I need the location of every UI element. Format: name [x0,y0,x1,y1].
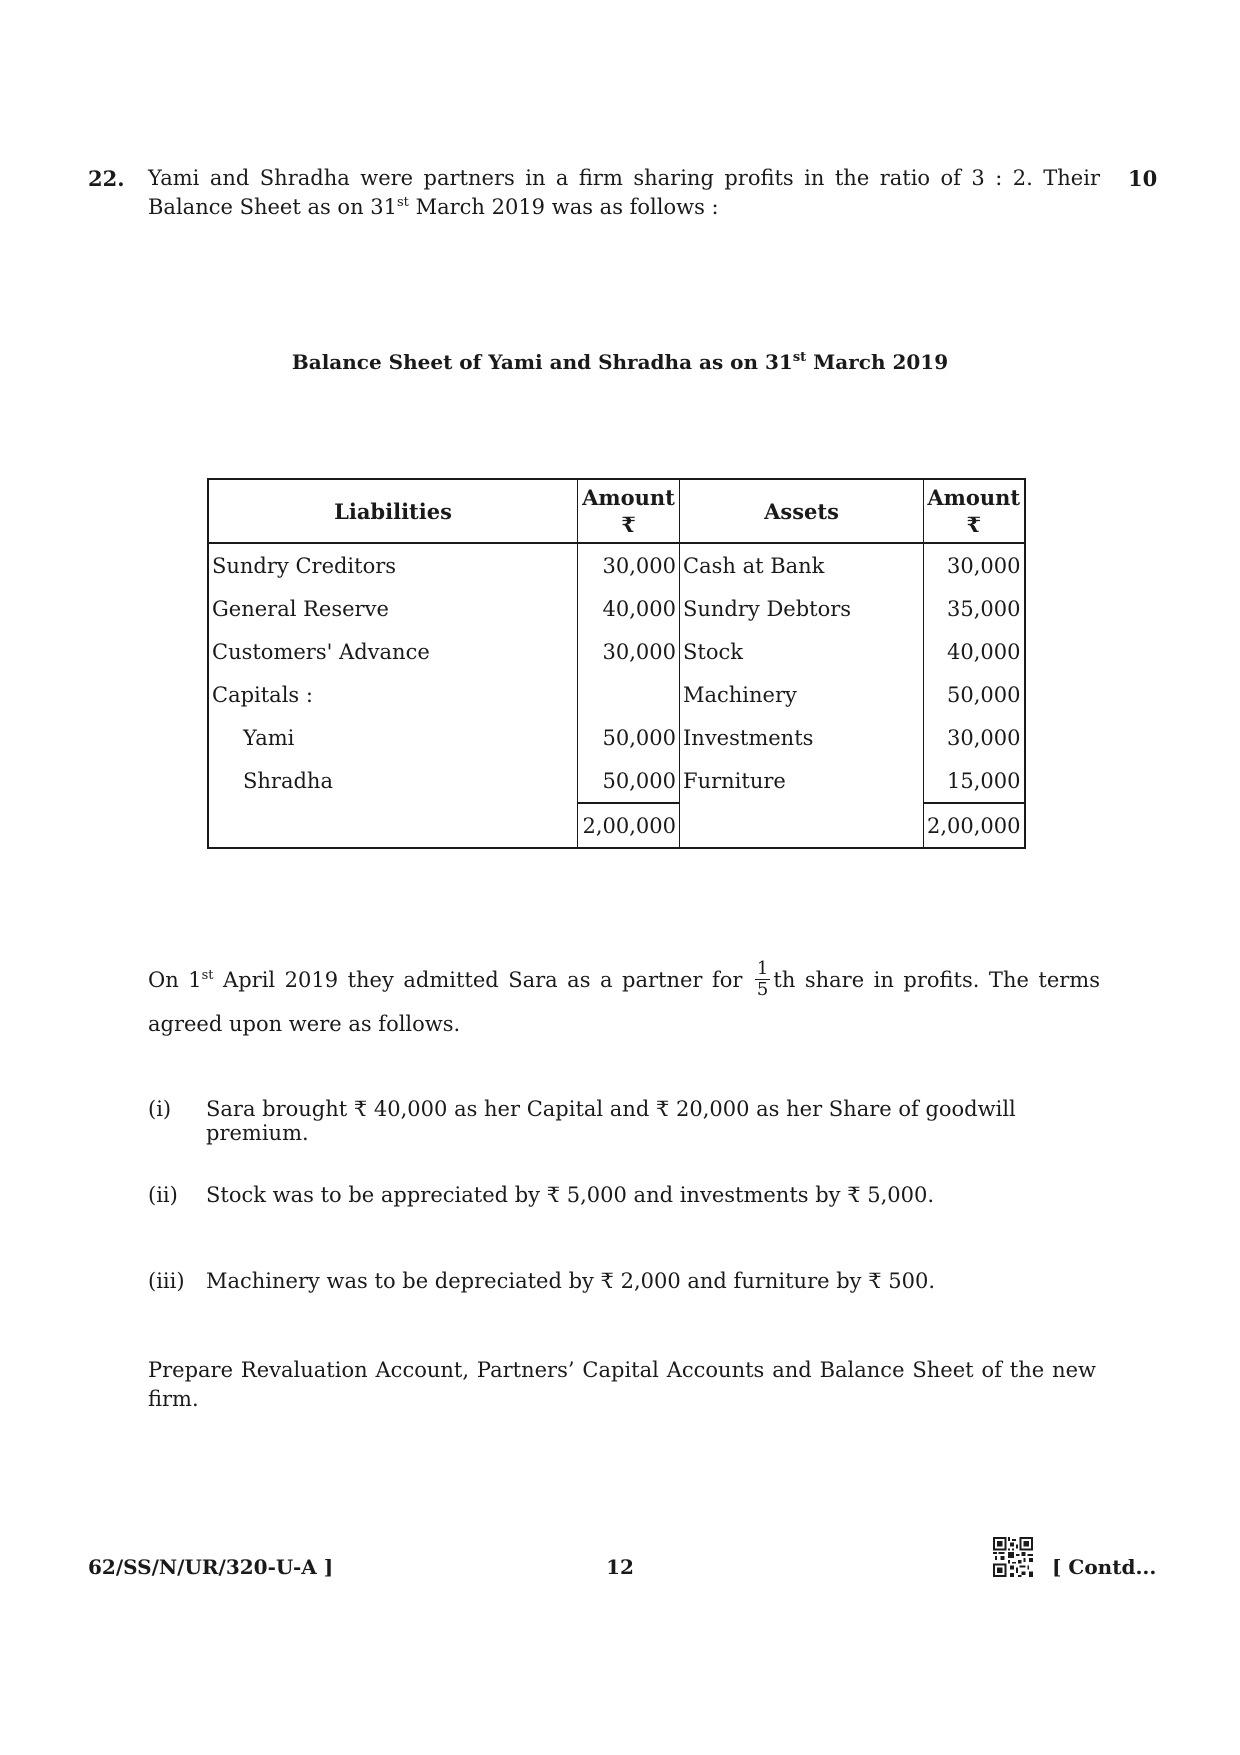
asset-amount: 40,000 [947,639,1021,664]
instruction-paragraph: Prepare Revaluation Account, Partners’ Capital Accounts and Balance Sheet of the new firm. [148,1358,1096,1411]
bs-title-text-2: March 2019 [806,350,949,374]
bs-title-sup: st [792,350,807,365]
liability-name: Sundry Creditors [208,543,578,587]
liability-amount: 50,000 [578,759,680,803]
liability-name: Customers' Advance [208,630,578,673]
total-liabilities-label [208,803,578,848]
total-liabilities: 2,00,000 [578,803,680,848]
question-number: 22. [88,166,125,191]
asset-name: Investments [680,716,924,759]
header-liabilities: Liabilities [208,479,578,543]
paper-code: 62/SS/N/UR/320-U-A ] [88,1555,334,1579]
table-row [208,630,1025,673]
qr-code-icon [993,1537,1033,1577]
asset-name: Furniture [680,759,924,803]
header-assets: Assets [680,479,924,543]
term-text: Machinery was to be depreciated by ₹ 2,000 and furniture by ₹ 500. [206,1269,936,1293]
table-row [208,716,1025,759]
term-text: Sara brought ₹ 40,000 as her Capital and ₹ 20,000 as her Share of goodwill premium. [206,1097,1016,1145]
asset-name: Sundry Debtors [680,587,924,630]
continued-label: [ Contd... [1052,1555,1157,1579]
bs-title-text-1: Balance Sheet of Yami and Shradha as on 31 [291,350,793,374]
table-row [208,759,1025,803]
term-label: (i) [148,1097,172,1121]
liability-amount: 50,000 [578,716,680,759]
asset-name: Machinery [680,673,924,716]
total-assets-label [680,803,924,848]
page-number: 12 [606,1555,634,1579]
table-row [208,587,1025,630]
asset-amount: 30,000 [947,553,1021,578]
share-fraction [755,959,770,1000]
term-label: (iii) [148,1269,185,1293]
liability-amount: 30,000 [578,630,680,673]
table-row [208,673,1025,716]
balance-sheet-table [207,478,1026,849]
header-assets-amount [924,479,1025,543]
intro-text-1: Yami and Shradha were partners in a firm sharing profits in the ratio of 3 : 2. Their Balance Sheet as on 31 [148,166,1100,219]
total-assets: 2,00,000 [924,803,1025,848]
intro-text-2: March 2019 was as follows : [408,195,719,219]
table-header-row [208,479,1025,543]
fraction-denominator: 5 [756,979,769,1000]
term-label: (ii) [148,1183,178,1207]
rupee-symbol: ₹ [621,512,636,537]
admission-paragraph [148,958,1100,1046]
rupee-symbol: ₹ [966,512,982,537]
table-total-row [208,803,1025,848]
liability-name: General Reserve [208,587,578,630]
asset-name: Stock [680,630,924,673]
liability-amount [578,673,680,716]
asset-amount: 15,000 [947,768,1021,793]
admission-text-1: On 1 [148,968,202,992]
header-amount-label: Amount [582,485,675,510]
balance-sheet-title [0,350,1240,374]
asset-amount: 35,000 [947,596,1021,621]
asset-name: Cash at Bank [680,543,924,587]
table-row [208,543,1025,587]
liability-name: Yami [208,716,578,759]
header-amount-label: Amount [927,485,1021,510]
term-text: Stock was to be appreciated by ₹ 5,000 and investments by ₹ 5,000. [206,1183,935,1207]
liability-name: Capitals : [208,673,578,716]
admission-text-3: th share in profits. The terms agreed upon were as follows. [148,968,1100,1036]
asset-amount: 30,000 [947,725,1021,750]
intro-sup: st [397,195,409,210]
admission-text-2: April 2019 they admitted Sara as a partner for [213,968,752,992]
header-liabilities-amount [578,479,680,543]
admission-sup: st [201,968,214,983]
asset-amount: 50,000 [947,682,1021,707]
fraction-numerator: 1 [756,958,769,979]
question-intro [148,164,1100,222]
question-marks: 10 [1128,166,1158,191]
liability-amount: 30,000 [578,543,680,587]
liability-amount: 40,000 [578,587,680,630]
liability-name: Shradha [208,759,578,803]
